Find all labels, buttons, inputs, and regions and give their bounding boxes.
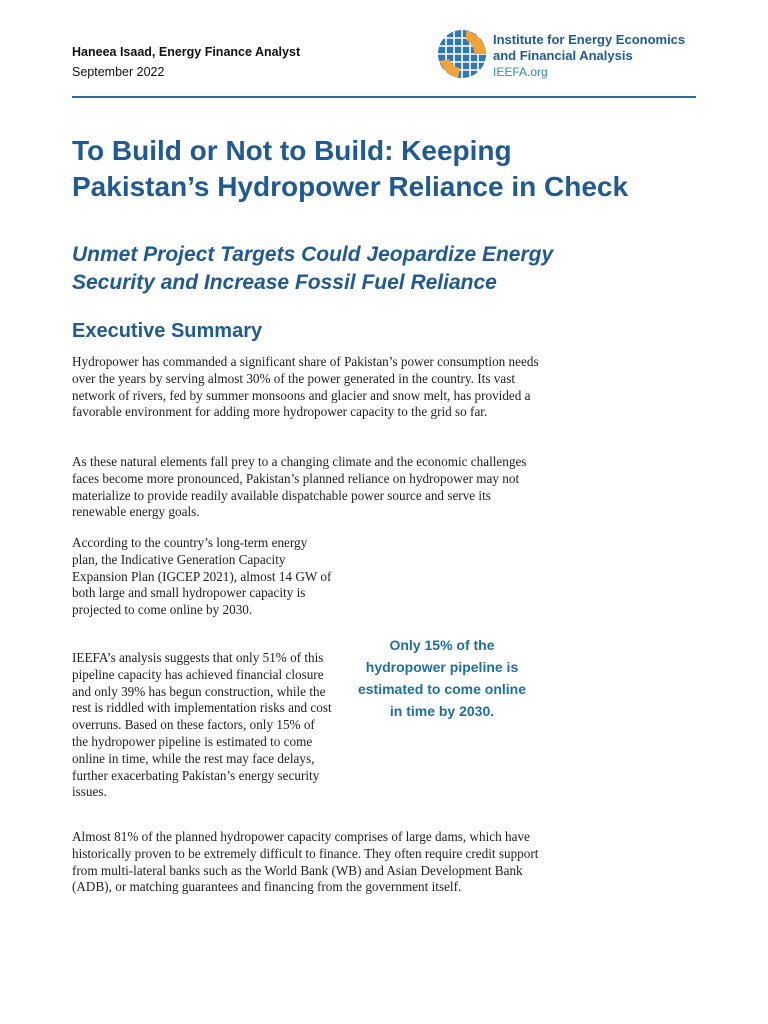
- section-heading: Executive Summary: [72, 320, 263, 342]
- org-website[interactable]: IEEFA.org: [493, 65, 548, 79]
- body-paragraph: IEEFA’s analysis suggests that only 51% of this pipeline capacity has achieved financial closure and only 39% has begun construction, while the rest is riddled with implementation risks and cost overruns. Based on these factors, only 15% of the hydropower pipeline is estimated to come online in time, while the rest may face delays, further exacerbating Pakistan’s energy security issues.: [72, 650, 332, 800]
- org-name-line1: Institute for Energy Economics: [493, 32, 686, 47]
- body-paragraph: As these natural elements fall prey to a changing climate and the economic challenges faces become more pronounced, Pakistan’s planned reliance on hydropower may not materialize to provide readily available dispatchable power source and serve its renewable energy goals.: [72, 454, 527, 520]
- body-paragraph: According to the country’s long-term energy plan, the Indicative Generation Capacity Expansion Plan (IGCEP 2021), almost 14 GW of both large and small hydropower capacity is projected to come online by 2030.: [72, 535, 332, 618]
- author-line: Haneea Isaad, Energy Finance Analyst: [72, 45, 301, 59]
- header-divider: [72, 96, 696, 98]
- org-name-line2: and Financial Analysis: [493, 48, 633, 63]
- pull-quote-callout: Only 15% of the hydropower pipeline is estimated to come online in time by 2030.: [357, 637, 527, 719]
- document-title: To Build or Not to Build: Keeping Pakistan’s Hydropower Reliance in Check: [72, 135, 629, 202]
- publication-date: September 2022: [72, 65, 165, 79]
- ieefa-logo[interactable]: [436, 28, 698, 88]
- document-subtitle: Unmet Project Targets Could Jeopardize Energy Security and Increase Fossil Fuel Reliance: [72, 243, 554, 294]
- globe-icon: [436, 28, 488, 80]
- body-paragraph: Almost 81% of the planned hydropower capacity comprises of large dams, which have historically proven to be extremely difficult to finance. They often require credit support from multi-lateral banks such as the World Bank (WB) and Asian Development Bank (ADB), or matching guarantees and financing from the government itself.: [72, 829, 539, 895]
- body-paragraph: Hydropower has commanded a significant share of Pakistan’s power consumption needs over the years by serving almost 30% of the power generated in the country. Its vast network of rivers, fed by summer monsoons and glacier and snow melt, has provided a favorable environment for adding more hydropower capacity to the grid so far.: [72, 354, 539, 420]
